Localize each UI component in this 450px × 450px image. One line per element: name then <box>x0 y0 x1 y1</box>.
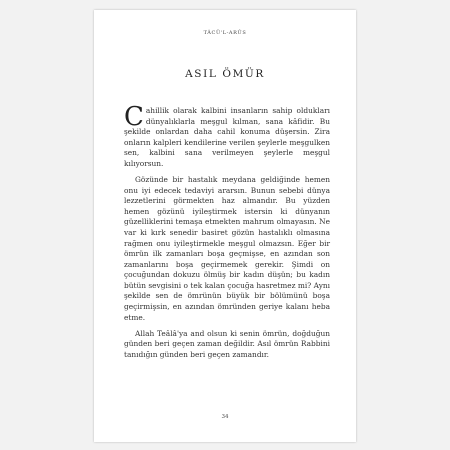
paragraph-1 <box>124 102 330 170</box>
paragraph-2: Gözünde bir hastalık meydana geldiğinde hemen onu iyi edecek tedaviyi ararsın. Bunun sebebi dünya lezzetlerini görmekten haz almandır. Bu yüzden hemen gözünü iyileştirmek istersin ki dünyanın güzelliklerini temaşa etmekten mahrum olmayasın. Ne var ki kırk senedir basiret gözün hastalıklı olmasına rağmen onu iyileştirmekle meşgul olmazsın. Eğer bir ömrün ilk zamanları boşa geçmişse, en azından son zamanlarını boşa geçirmemek gerekir. Şimdi on çocuğundan dokuzu ölmüş bir kadın düşün; bu kadın bütün sevgisini o tek kalan çocuğa hasretmez mi? Aynı şekilde sen de ömrünün büyük bir bölümünü boşa geçirmişsin, en azından ömründen geriye kalanı heba etme. <box>124 174 330 322</box>
body-text <box>124 102 330 360</box>
paragraph-1-text: ahillik olarak kalbini insanların sahip oldukları dünyalıklarla meşgul kılman, sana kâfidir. Bu şekilde onlardan daha cahil konuma düşersin. Zira onların kalpleri kendilerine verilen şeylerle meşgulken sen, kalbini sana verilmeyen şeylerle meşgul kılıyorsun. <box>124 106 330 168</box>
page-number: 34 <box>221 414 229 420</box>
paragraph-3: Allah Teâlâ'ya and olsun ki senin ömrün, doğduğun günden beri geçen zaman değildir. Asıl ömrün Rabbini tanıdığın günden beri geçen zamandır. <box>124 328 330 359</box>
drop-cap: C <box>124 102 144 132</box>
running-head: TÂCÜ'L-ARÛS <box>203 30 247 36</box>
chapter-title: ASIL ÖMÜR <box>185 68 265 80</box>
book-page <box>94 10 356 442</box>
